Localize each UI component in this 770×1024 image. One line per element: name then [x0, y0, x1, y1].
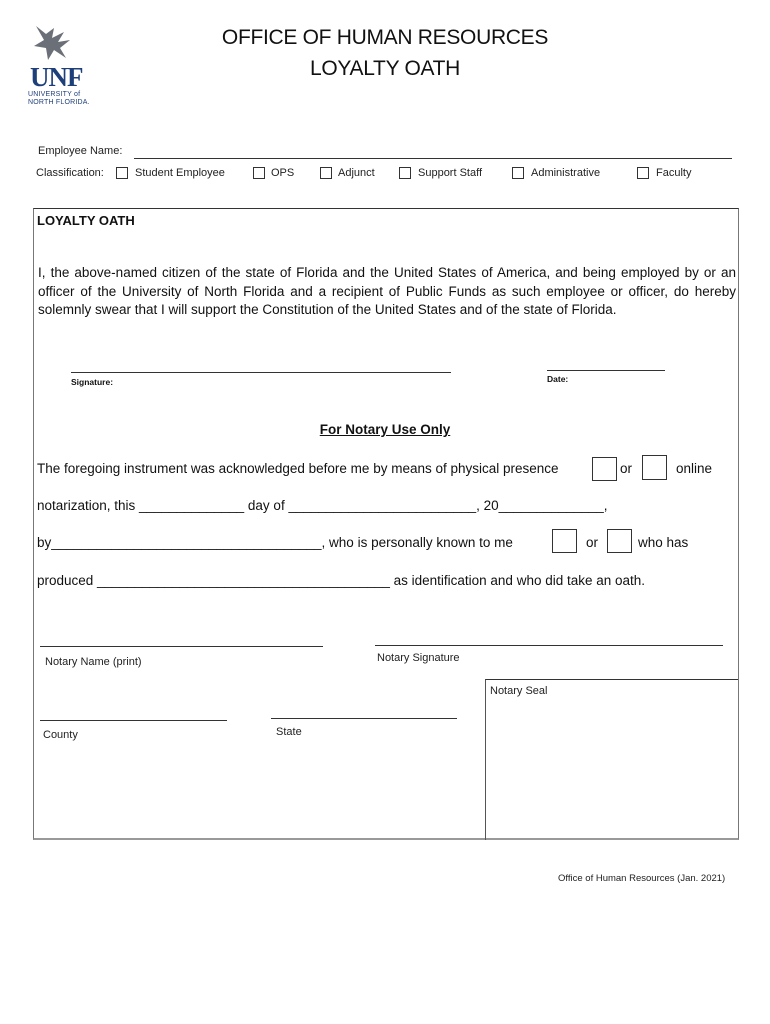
footer-text: Office of Human Resources (Jan. 2021): [558, 873, 726, 884]
date-line[interactable]: [547, 370, 665, 371]
checkbox-adjunct[interactable]: [320, 167, 332, 179]
logo-acronym: UNF: [30, 62, 83, 92]
classification-label: Classification:: [36, 167, 104, 179]
notary-heading: For Notary Use Only: [319, 422, 451, 437]
county-line[interactable]: [40, 720, 227, 721]
online-label: online: [676, 461, 713, 476]
checkbox-online[interactable]: [642, 455, 667, 480]
or-label-1: or: [620, 461, 633, 476]
notary-seal-label: Notary Seal: [490, 685, 548, 697]
notary-name-line[interactable]: [40, 646, 323, 647]
label-adjunct: Adjunct: [338, 167, 375, 179]
oath-text: I, the above-named citizen of the state of Florida and the United States of America, and being employed by or an officer of the University of North Florida and a recipient of Public Funds as such employee or officer, do hereby solemnly swear that I will support the Constitution of the United States and of the state of Florida.: [38, 265, 736, 317]
logo-north-florida-text: NORTH FLORIDA.: [28, 99, 90, 106]
checkbox-student-employee[interactable]: [116, 167, 128, 179]
signature-label: Signature:: [71, 377, 114, 387]
checkbox-support-staff[interactable]: [399, 167, 411, 179]
checkbox-faculty[interactable]: [637, 167, 649, 179]
or-label-2: or: [586, 535, 599, 550]
notary-signature-label: Notary Signature: [377, 652, 460, 664]
notary-line2-text: notarization, this ______________ day of _________________________, 20______________,: [37, 498, 608, 513]
county-label: County: [43, 729, 78, 741]
state-label: State: [276, 726, 302, 738]
signature-line[interactable]: [71, 372, 451, 373]
label-ops: OPS: [271, 167, 295, 179]
label-faculty: Faculty: [656, 167, 692, 179]
page-title-oath: LOYALTY OATH: [309, 57, 461, 80]
oath-heading: LOYALTY OATH: [37, 213, 135, 228]
checkbox-produced-id[interactable]: [607, 529, 632, 553]
page-title-office: OFFICE OF HUMAN RESOURCES: [221, 26, 549, 49]
label-student-employee: Student Employee: [135, 167, 225, 179]
checkbox-physical-presence[interactable]: [592, 457, 617, 481]
employee-name-label: Employee Name:: [38, 145, 123, 157]
notary-line4-text: produced _______________________________________ as identification and who did take an oath.: [37, 573, 646, 588]
checkbox-ops[interactable]: [253, 167, 265, 179]
notary-line1-text: The foregoing instrument was acknowledged before me by means of physical presence: [37, 461, 559, 476]
checkbox-personally-known[interactable]: [552, 529, 577, 553]
employee-name-field[interactable]: [134, 158, 732, 159]
label-support-staff: Support Staff: [418, 167, 483, 179]
state-line[interactable]: [271, 718, 457, 719]
notary-seal-box: [485, 679, 738, 840]
date-label: Date:: [547, 374, 569, 384]
label-administrative: Administrative: [531, 167, 601, 179]
notary-name-label: Notary Name (print): [45, 656, 142, 668]
notary-line3-text: by____________________________________, who is personally known to me: [37, 535, 513, 550]
logo-university-text: UNIVERSITY of: [28, 91, 81, 98]
notary-signature-line[interactable]: [375, 645, 723, 646]
checkbox-administrative[interactable]: [512, 167, 524, 179]
who-has-label: who has: [638, 535, 689, 550]
